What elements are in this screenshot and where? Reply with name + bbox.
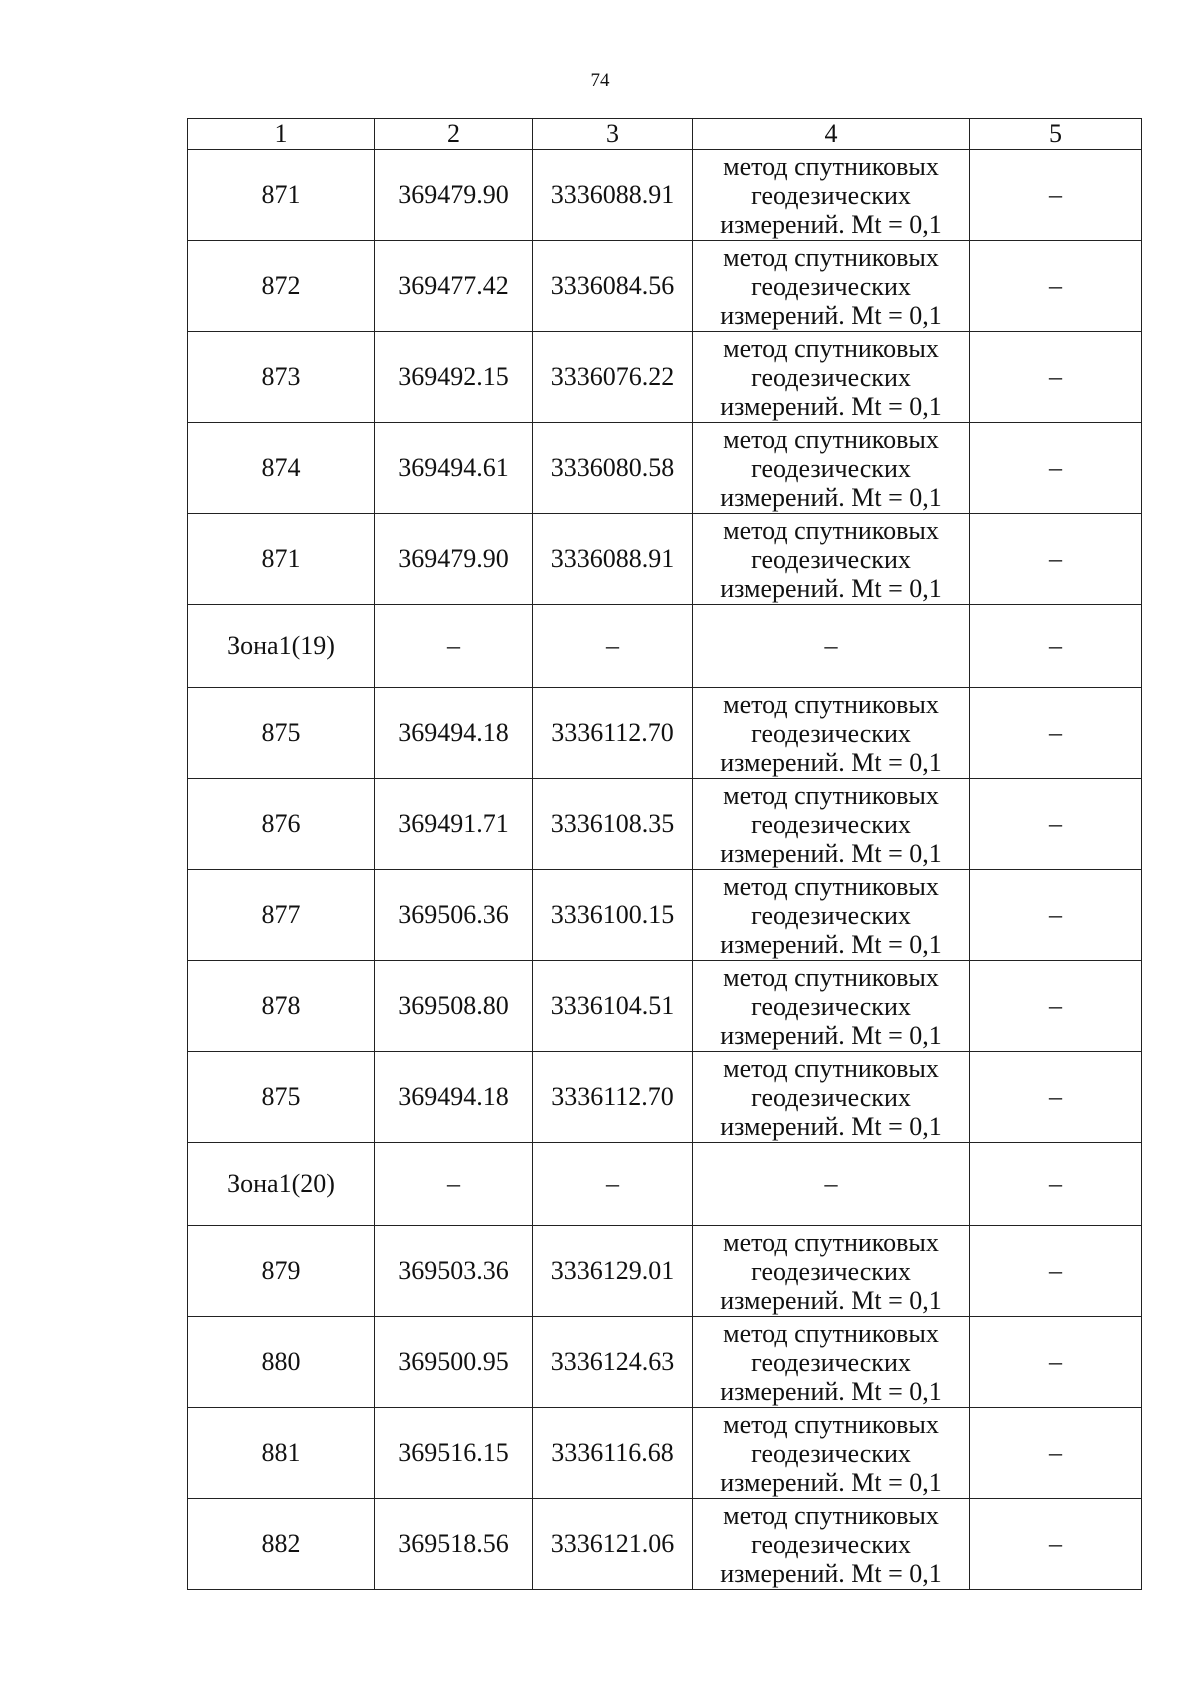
cell-method (693, 423, 970, 514)
cell-point-number: 879 (188, 1226, 375, 1317)
method-line: геодезических (751, 271, 911, 301)
cell-method (693, 1499, 970, 1590)
method-line: измерений. Mt = 0,1 (720, 300, 942, 330)
cell-coord-x: 369516.15 (375, 1408, 533, 1499)
cell-coord-y: 3336129.01 (533, 1226, 693, 1317)
method-line: геодезических (751, 1529, 911, 1559)
method-line: метод спутниковых (723, 780, 939, 810)
cell-point-number: 875 (188, 1052, 375, 1143)
method-line: измерений. Mt = 0,1 (720, 391, 942, 421)
coordinates-table (187, 118, 1142, 1590)
cell-coord-x: 369491.71 (375, 779, 533, 870)
cell-coord-x: 369479.90 (375, 514, 533, 605)
cell-note: – (970, 514, 1142, 605)
cell-note: – (970, 961, 1142, 1052)
method-line: измерений. Mt = 0,1 (720, 1376, 942, 1406)
cell-method (693, 1226, 970, 1317)
table-row (188, 961, 1142, 1052)
cell-coord-x: 369492.15 (375, 332, 533, 423)
cell-note: – (970, 1052, 1142, 1143)
method-line: измерений. Mt = 0,1 (720, 838, 942, 868)
cell-note: – (970, 150, 1142, 241)
cell-method (693, 150, 970, 241)
table-row (188, 1226, 1142, 1317)
cell-coord-x: 369518.56 (375, 1499, 533, 1590)
cell-method (693, 870, 970, 961)
method-line: геодезических (751, 453, 911, 483)
cell-coord-x: 369494.61 (375, 423, 533, 514)
cell-method (693, 1408, 970, 1499)
cell-coord-x: 369500.95 (375, 1317, 533, 1408)
cell-point-number: 871 (188, 150, 375, 241)
cell-point-number: 871 (188, 514, 375, 605)
zone-row (188, 605, 1142, 688)
cell-coord-y: 3336108.35 (533, 779, 693, 870)
cell-coord-y: 3336121.06 (533, 1499, 693, 1590)
cell-coord-y: 3336116.68 (533, 1408, 693, 1499)
cell-coord-x: 369506.36 (375, 870, 533, 961)
cell-method (693, 779, 970, 870)
cell-coord-x: 369494.18 (375, 688, 533, 779)
cell-method (693, 1317, 970, 1408)
method-line: геодезических (751, 900, 911, 930)
method-line: измерений. Mt = 0,1 (720, 1467, 942, 1497)
header-col-2: 2 (375, 119, 533, 150)
cell-method (693, 1052, 970, 1143)
page-number: 74 (590, 70, 610, 91)
method-line: измерений. Mt = 0,1 (720, 1285, 942, 1315)
cell-coord-y: – (533, 1143, 693, 1226)
method-line: измерений. Mt = 0,1 (720, 1020, 942, 1050)
method-line: метод спутниковых (723, 424, 939, 454)
cell-point-number: 876 (188, 779, 375, 870)
cell-note: – (970, 779, 1142, 870)
method-line: измерений. Mt = 0,1 (720, 482, 942, 512)
method-line: метод спутниковых (723, 1318, 939, 1348)
table-row (188, 150, 1142, 241)
cell-coord-y: 3336088.91 (533, 514, 693, 605)
cell-coord-x: 369494.18 (375, 1052, 533, 1143)
method-line: геодезических (751, 1082, 911, 1112)
method-line: геодезических (751, 1256, 911, 1286)
table-row (188, 241, 1142, 332)
cell-point-number: 873 (188, 332, 375, 423)
table-row (188, 870, 1142, 961)
method-line: геодезических (751, 809, 911, 839)
cell-coord-y: 3336100.15 (533, 870, 693, 961)
method-line: измерений. Mt = 0,1 (720, 1558, 942, 1588)
cell-coord-y: 3336104.51 (533, 961, 693, 1052)
table-row (188, 423, 1142, 514)
cell-point-number: 878 (188, 961, 375, 1052)
table-row (188, 1052, 1142, 1143)
cell-note: – (970, 332, 1142, 423)
method-line: метод спутниковых (723, 1053, 939, 1083)
cell-note: – (970, 241, 1142, 332)
cell-point-number: Зона1(19) (188, 605, 375, 688)
cell-coord-x: 369508.80 (375, 961, 533, 1052)
method-line: измерений. Mt = 0,1 (720, 209, 942, 239)
cell-method (693, 961, 970, 1052)
method-line: геодезических (751, 1347, 911, 1377)
method-line: измерений. Mt = 0,1 (720, 1111, 942, 1141)
method-line: метод спутниковых (723, 962, 939, 992)
cell-method (693, 688, 970, 779)
cell-note: – (970, 1499, 1142, 1590)
zone-row (188, 1143, 1142, 1226)
method-line: метод спутниковых (723, 1409, 939, 1439)
cell-note: – (970, 1408, 1142, 1499)
method-line: измерений. Mt = 0,1 (720, 929, 942, 959)
cell-coord-y: 3336076.22 (533, 332, 693, 423)
method-line: геодезических (751, 991, 911, 1021)
method-line: геодезических (751, 544, 911, 574)
cell-point-number: 875 (188, 688, 375, 779)
method-line: метод спутниковых (723, 1227, 939, 1257)
cell-coord-y: 3336124.63 (533, 1317, 693, 1408)
cell-method (693, 514, 970, 605)
cell-point-number: 880 (188, 1317, 375, 1408)
method-line: метод спутниковых (723, 1500, 939, 1530)
cell-note: – (970, 1317, 1142, 1408)
method-line: геодезических (751, 718, 911, 748)
cell-point-number: Зона1(20) (188, 1143, 375, 1226)
cell-note: – (970, 1226, 1142, 1317)
method-line: метод спутниковых (723, 333, 939, 363)
method-line: метод спутниковых (723, 151, 939, 181)
header-col-3: 3 (533, 119, 693, 150)
cell-method (693, 332, 970, 423)
cell-point-number: 882 (188, 1499, 375, 1590)
cell-coord-x: 369477.42 (375, 241, 533, 332)
table-body (188, 150, 1142, 1590)
header-col-4: 4 (693, 119, 970, 150)
header-col-1: 1 (188, 119, 375, 150)
method-line: измерений. Mt = 0,1 (720, 573, 942, 603)
cell-note: – (970, 605, 1142, 688)
table-row (188, 779, 1142, 870)
cell-coord-x: – (375, 1143, 533, 1226)
cell-coord-y: 3336084.56 (533, 241, 693, 332)
header-row (188, 119, 1142, 150)
method-line: метод спутниковых (723, 689, 939, 719)
cell-coord-y: – (533, 605, 693, 688)
method-line: геодезических (751, 180, 911, 210)
table-row (188, 688, 1142, 779)
header-col-5: 5 (970, 119, 1142, 150)
cell-coord-y: 3336112.70 (533, 688, 693, 779)
cell-note: – (970, 688, 1142, 779)
cell-coord-x: 369503.36 (375, 1226, 533, 1317)
table-row (188, 514, 1142, 605)
method-line: метод спутниковых (723, 515, 939, 545)
table-row (188, 332, 1142, 423)
cell-method (693, 241, 970, 332)
cell-point-number: 874 (188, 423, 375, 514)
cell-coord-y: 3336080.58 (533, 423, 693, 514)
method-line: геодезических (751, 362, 911, 392)
cell-coord-x: – (375, 605, 533, 688)
cell-point-number: 877 (188, 870, 375, 961)
cell-point-number: 872 (188, 241, 375, 332)
method-line: метод спутниковых (723, 871, 939, 901)
cell-coord-y: 3336088.91 (533, 150, 693, 241)
method-line: геодезических (751, 1438, 911, 1468)
table-row (188, 1408, 1142, 1499)
cell-point-number: 881 (188, 1408, 375, 1499)
cell-method: – (693, 1143, 970, 1226)
cell-note: – (970, 423, 1142, 514)
cell-coord-x: 369479.90 (375, 150, 533, 241)
cell-note: – (970, 1143, 1142, 1226)
cell-note: – (970, 870, 1142, 961)
table-row (188, 1499, 1142, 1590)
method-line: измерений. Mt = 0,1 (720, 747, 942, 777)
table-row (188, 1317, 1142, 1408)
cell-coord-y: 3336112.70 (533, 1052, 693, 1143)
cell-method: – (693, 605, 970, 688)
table-header (188, 119, 1142, 150)
method-line: метод спутниковых (723, 242, 939, 272)
